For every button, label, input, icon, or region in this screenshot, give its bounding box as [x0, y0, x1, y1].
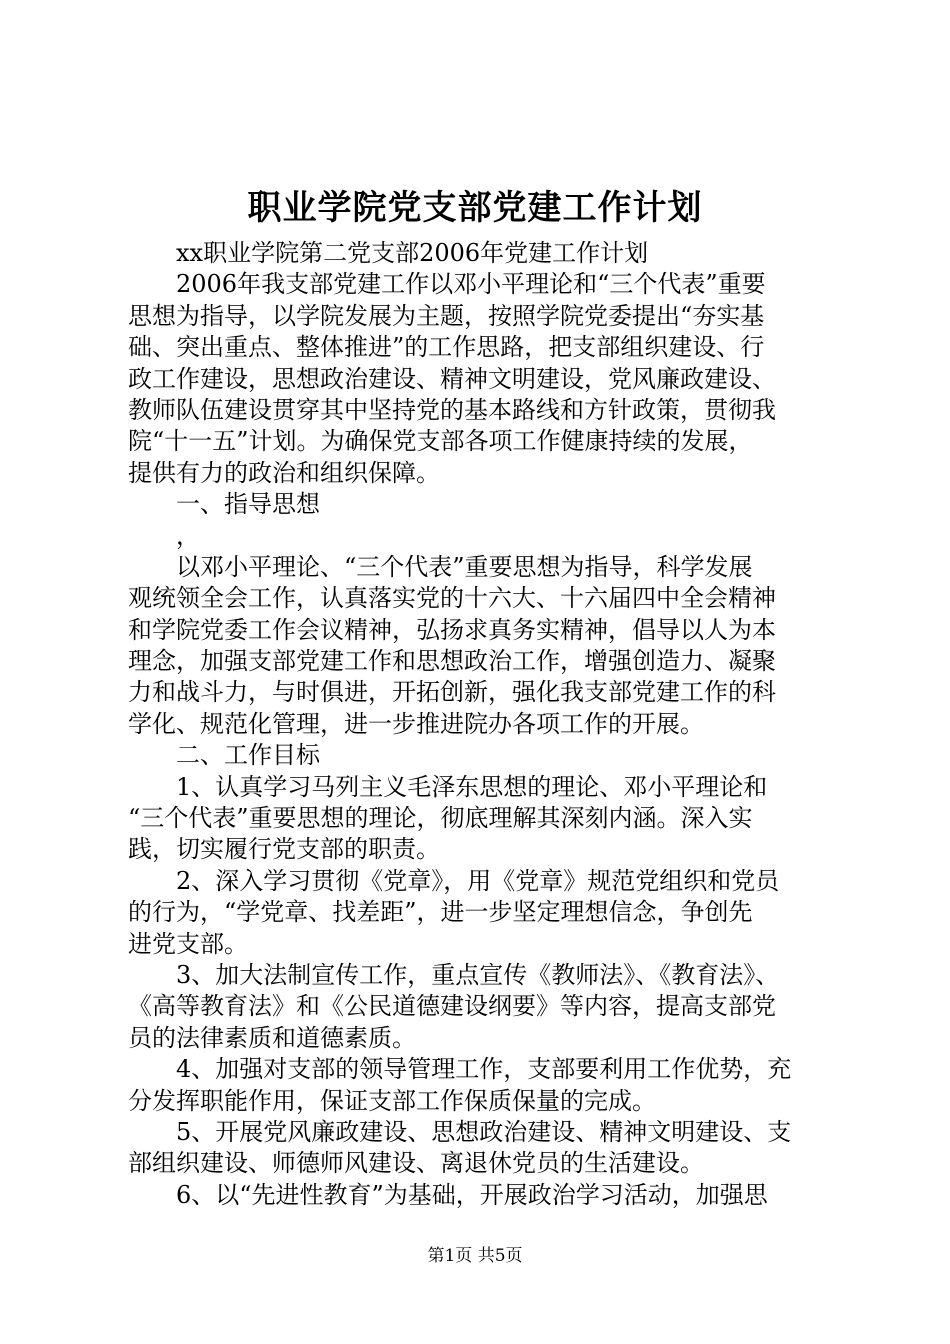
text-line: 政工作建设，思想政治建设、精神文明建设，党风廉政建设、	[128, 364, 776, 393]
text-line: 2006年我支部党建工作以邓小平理论和“三个代表”重要	[128, 270, 766, 299]
text-line: 3、加大法制宣传工作，重点宣传《教师法》、《教育法》、	[128, 960, 780, 989]
text-line: 的行为，“学党章、找差距”，进一步坚定理想信念，争创先	[128, 898, 753, 927]
page-number-footer: 第1页 共5页	[427, 1246, 523, 1266]
text-line: 践，切实履行党支部的职责。	[128, 835, 440, 864]
document-body	[128, 238, 828, 1211]
text-line: ，	[128, 521, 200, 550]
text-line: 观统领全会工作，认真落实党的十六大、十六届四中全会精神	[128, 584, 776, 613]
text-line: 2、深入学习贯彻《党章》，用《党章》规范党组织和党员	[128, 866, 780, 895]
text-line: 力和战斗力，与时俱进，开拓创新，强化我支部党建工作的科	[128, 678, 776, 707]
text-line: 1、认真学习马列主义毛泽东思想的理论、邓小平理论和	[128, 772, 768, 801]
text-line: 学化、规范化管理，进一步推进院办各项工作的开展。	[128, 709, 704, 738]
text-line: 提供有力的政治和组织保障。	[128, 458, 440, 487]
text-line: 《高等教育法》和《公民道德建设纲要》等内容，提高支部党	[128, 992, 776, 1021]
text-line: 分发挥职能作用，保证支部工作保质保量的完成。	[128, 1086, 656, 1115]
text-line: 5、开展党风廉政建设、思想政治建设、精神文明建设、支	[128, 1117, 792, 1146]
section-heading: 一、指导思想	[128, 490, 320, 519]
text-line: 部组织建设、师德师风建设、离退休党员的生活建设。	[128, 1149, 704, 1178]
text-line: 院“十一五”计划。为确保党支部各项工作健康持续的发展，	[128, 427, 753, 456]
section-heading: 二、工作目标	[128, 741, 320, 770]
text-line: xx职业学院第二党支部2006年党建工作计划	[128, 239, 649, 267]
document-title: 职业学院党支部党建工作计划	[247, 188, 703, 228]
text-line: 员的法律素质和道德素质。	[128, 1023, 416, 1052]
text-line: 4、加强对支部的领导管理工作，支部要利用工作优势，充	[128, 1055, 792, 1084]
text-line: 思想为指导，以学院发展为主题，按照学院党委提出“夯实基	[128, 301, 765, 330]
text-line: 以邓小平理论、“三个代表”重要思想为指导，科学发展	[128, 552, 753, 581]
text-line: 教师队伍建设贯穿其中坚持党的基本路线和方针政策，贯彻我	[128, 395, 776, 424]
text-line: 础、突出重点、整体推进”的工作思路，把支部组织建设、行	[128, 333, 765, 362]
text-line: 6、以“先进性教育”为基础，开展政治学习活动，加强思	[128, 1180, 768, 1209]
text-line: 和学院党委工作会议精神，弘扬求真务实精神，倡导以人为本	[128, 615, 776, 644]
text-line: 进党支部。	[128, 929, 248, 958]
text-line: 理念，加强支部党建工作和思想政治工作，增强创造力、凝聚	[128, 647, 776, 676]
text-line: “三个代表”重要思想的理论，彻底理解其深刻内涵。深入实	[128, 804, 753, 833]
